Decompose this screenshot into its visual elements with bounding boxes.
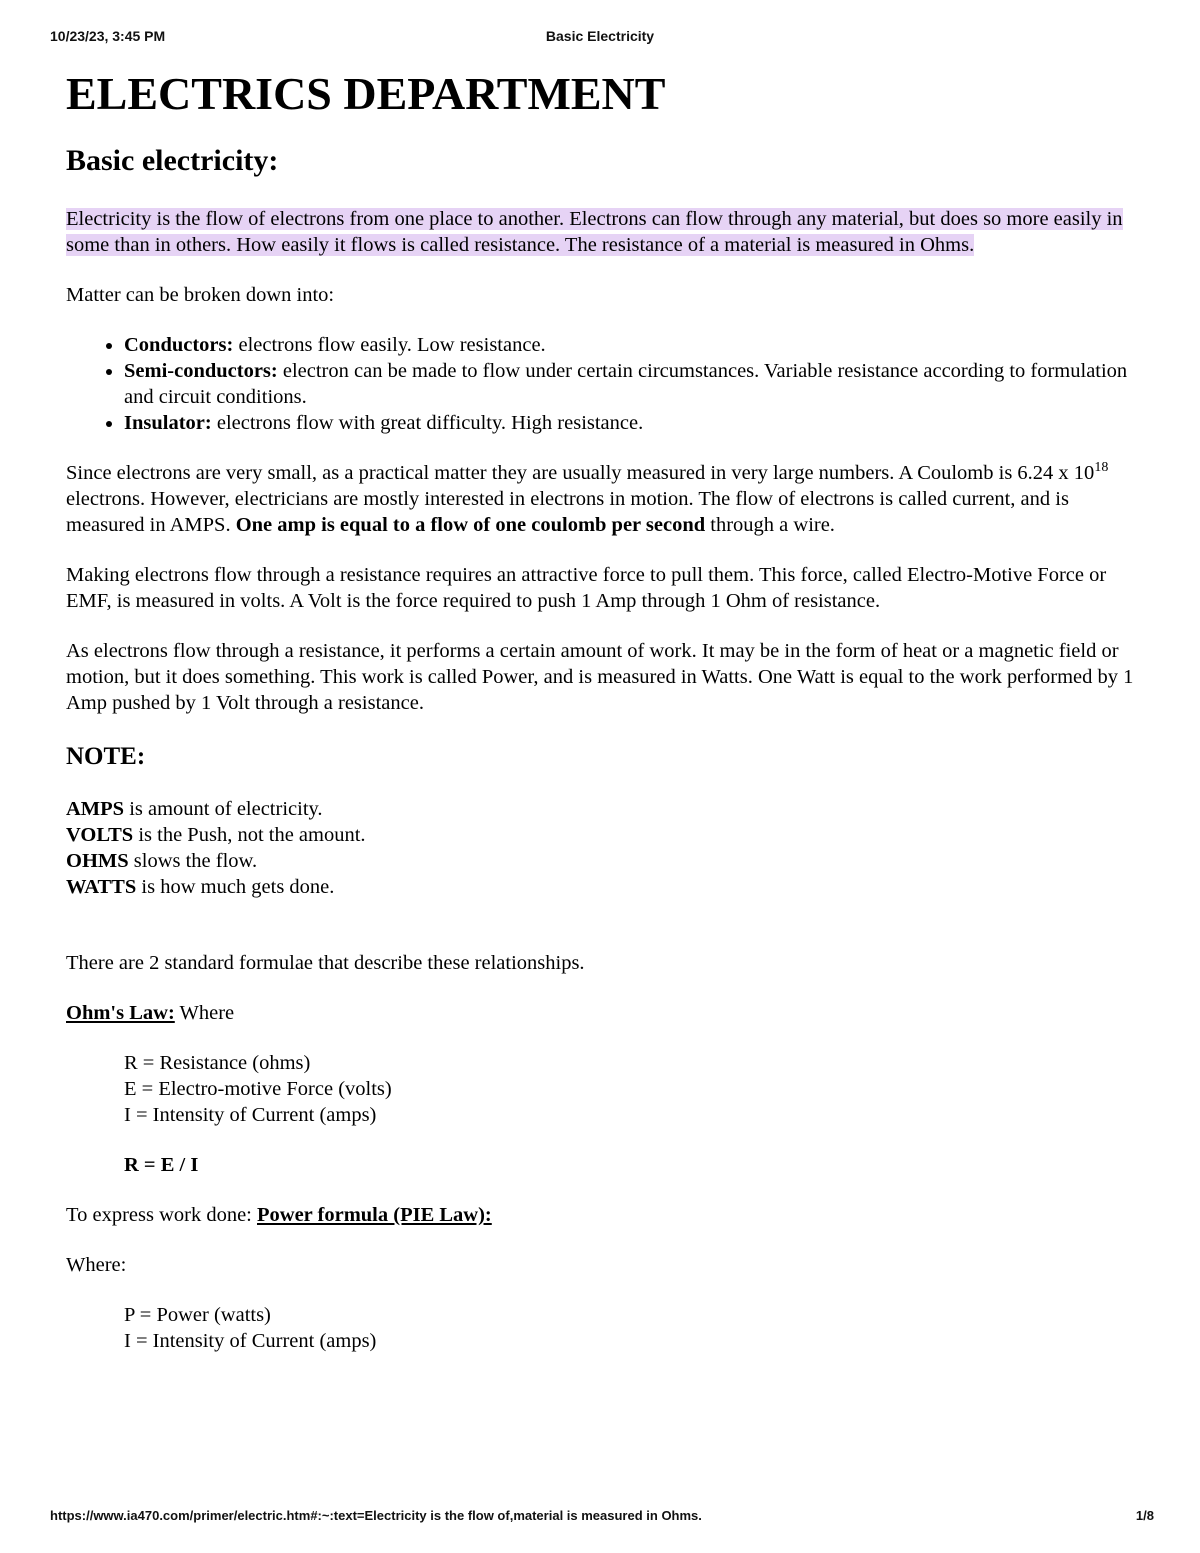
power-law-label: Power formula (PIE Law):	[257, 1204, 492, 1226]
ohms-law-where: Where	[174, 1002, 235, 1024]
definition-line: P = Power (watts)	[124, 1304, 271, 1326]
list-item	[124, 332, 1140, 358]
definition-line: I = Intensity of Current (amps)	[124, 1330, 377, 1352]
list-item-term: Insulator:	[124, 412, 212, 434]
list-item-desc: electron can be made to flow under certain circumstances. Variable resistance according to formulation and circuit conditions.	[124, 360, 1128, 408]
list-item-term: Conductors:	[124, 334, 234, 356]
list-item	[124, 358, 1140, 410]
power-intro: To express work done:	[66, 1204, 257, 1226]
ohms-definitions	[124, 1050, 1140, 1128]
print-header	[50, 28, 1150, 50]
note-line	[66, 874, 1140, 900]
definition-line: I = Intensity of Current (amps)	[124, 1104, 377, 1126]
note-text: is how much gets done.	[136, 876, 335, 898]
list-item-desc: electrons flow easily. Low resistance.	[233, 334, 546, 356]
coulomb-text-a: Since electrons are very small, as a practical matter they are usually measured in very large numbers. A Coulomb is 6.24 x 10	[66, 462, 1095, 484]
note-line	[66, 822, 1140, 848]
note-line	[66, 796, 1140, 822]
page-title: ELECTRICS DEPARTMENT	[66, 68, 666, 119]
list-item-term: Semi-conductors:	[124, 360, 278, 382]
note-heading: NOTE:	[66, 743, 146, 770]
note-line	[66, 848, 1140, 874]
list-item	[124, 410, 1140, 436]
list-item-desc: electrons flow with great difficulty. High resistance.	[211, 412, 644, 434]
notes-list	[66, 796, 1140, 900]
matter-intro: Matter can be broken down into:	[66, 284, 335, 306]
print-datetime: 10/23/23, 3:45 PM	[50, 28, 166, 44]
ohms-formula: R = E / I	[124, 1154, 199, 1176]
note-term: VOLTS	[66, 824, 134, 846]
document-body	[66, 66, 1140, 1378]
note-text: slows the flow.	[128, 850, 258, 872]
ohms-law-line	[66, 1000, 1140, 1026]
note-term: OHMS	[66, 850, 129, 872]
note-term: AMPS	[66, 798, 125, 820]
coulomb-text-c: through a wire.	[705, 514, 835, 536]
exponent: 18	[1094, 460, 1109, 476]
note-term: WATTS	[66, 876, 137, 898]
definition-line: R = Resistance (ohms)	[124, 1052, 311, 1074]
definition-line: E = Electro-motive Force (volts)	[124, 1078, 392, 1100]
where-label: Where:	[66, 1254, 127, 1276]
formulae-intro: There are 2 standard formulae that describe these relationships.	[66, 952, 585, 974]
print-page-title: Basic Electricity	[545, 28, 655, 44]
highlighted-text[interactable]: Electricity is the flow of electrons from one place to another. Electrons can flow through any material, but does so more easily in some than in others. How easily it flows is called resistance. The resistance of a material is measured in Ohms.	[66, 208, 1123, 256]
print-url: https://www.ia470.com/primer/electric.htm#:~:text=Electricity is the flow of,material is measured in Ohms.	[50, 1508, 702, 1523]
coulomb-text-b: electrons. However, electricians are mostly interested in electrons in motion. The flow of electrons is called current, and is measured in AMPS.	[66, 488, 1069, 536]
power-law-line	[66, 1202, 1140, 1228]
emf-paragraph: Making electrons flow through a resistance requires an attractive force to pull them. This force, called Electro-Motive Force or EMF, is measured in volts. A Volt is the force required to push 1 Amp through 1 Ohm of resistance.	[66, 564, 1107, 612]
intro-paragraph	[66, 206, 1140, 258]
page-number: 1/8	[1135, 1508, 1154, 1523]
note-text: is amount of electricity.	[124, 798, 323, 820]
note-text: is the Push, not the amount.	[133, 824, 366, 846]
coulomb-paragraph	[66, 460, 1140, 538]
print-footer	[50, 1508, 1154, 1530]
matter-list	[66, 332, 1140, 436]
ohms-law-label: Ohm's Law:	[66, 1002, 175, 1024]
section-heading: Basic electricity:	[66, 144, 279, 177]
power-paragraph: As electrons flow through a resistance, it performs a certain amount of work. It may be in the form of heat or a magnetic field or motion, but it does something. This work is called Power, and is measured in Watts. One Watt is equal to the work performed by 1 Amp pushed by 1 Volt through a resistance.	[66, 640, 1134, 714]
power-definitions	[124, 1302, 1140, 1354]
coulomb-bold: One amp is equal to a flow of one coulomb per second	[235, 514, 706, 536]
